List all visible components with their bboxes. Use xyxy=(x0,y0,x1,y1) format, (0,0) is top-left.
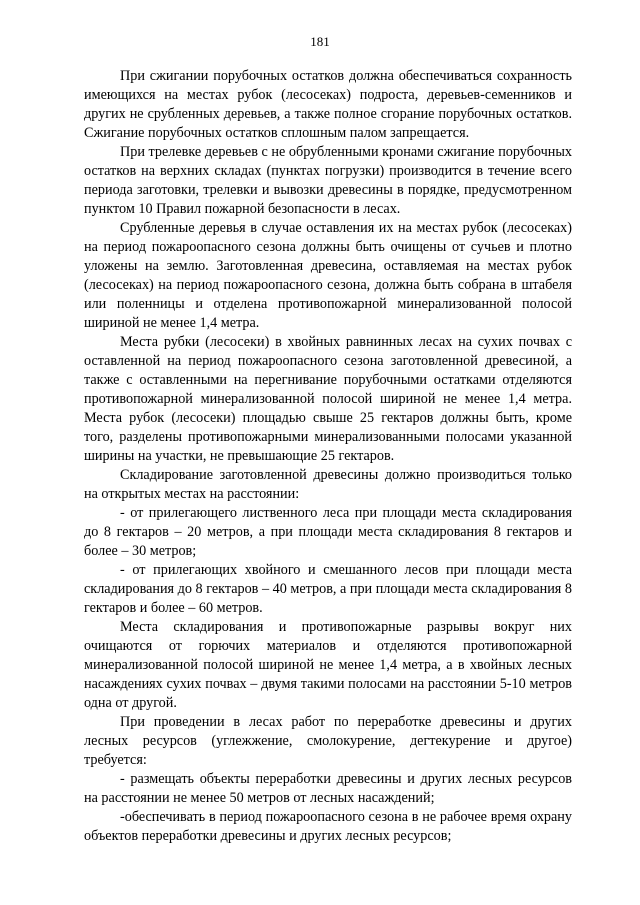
paragraph-felled-trees: Срубленные деревья в случае оставления их на местах рубок (лесосеках) на период пожароопасного сезона должны быть очищены от сучьев и плотно уложены на землю. Заготовленная древесина, оставляемая на местах рубок (лесосеках) на период пожароопасного сезона, должна быть собрана в штабеля или поленницы и отделена противопожарной минерализованной полосой шириной не менее 1,4 метра. xyxy=(84,220,572,331)
body-text xyxy=(84,67,572,846)
list-item-processing-placement: - размещать объекты переработки древесины и других лесных ресурсов на расстоянии не менее 50 метров от лесных насаждений; xyxy=(84,771,572,806)
paragraph-conifer-felling-sites: Места рубки (лесосеки) в хвойных равнинных лесах на сухих почвах с оставленной на период пожароопасного сезона заготовленной древесиной, а также с оставленными на перегнивание порубочными остатками отделяются противопожарной минерализованной полосой шириной не менее 1,4 метра. Места рубок (лесосеки) площадью свыше 25 гектаров должны быть, кроме того, разделены противопожарными минерализованными полосами указанной ширины на участки, не превышающие 25 гектаров. xyxy=(84,334,572,464)
paragraph-storage-intro: Складирование заготовленной древесины должно производиться только на открытых местах на расстоянии: xyxy=(84,467,572,502)
list-item-conifer-distance: - от прилегающих хвойного и смешанного лесов при площади места складирования до 8 гектаров – 40 метров, а при площади места складирования 8 гектаров и более – 60 метров. xyxy=(84,562,572,616)
paragraph-storage-clearing: Места складирования и противопожарные разрывы вокруг них очищаются от горючих материалов и отделяются противопожарной минерализованной полосой шириной не менее 1,4 метра, а в хвойных лесных насаждениях сухих почвах – двумя такими полосами на расстоянии 5-10 метров одна от другой. xyxy=(84,619,572,711)
paragraph-skidding-burning: При трелевке деревьев с не обрубленными кронами сжигание порубочных остатков на верхних складах (пунктах погрузки) производится в течение всего периода заготовки, трелевки и вывозки древесины в порядке, предусмотренном пунктом 10 Правил пожарной безопасности в лесах. xyxy=(84,144,572,217)
page-number: 181 xyxy=(310,34,330,49)
paragraph-burning-residues: При сжигании порубочных остатков должна обеспечиваться сохранность имеющихся на местах рубок (лесосеках) подроста, деревьев-семенников и других не срубленных деревьев, а также полное сгорание порубочных остатков. Сжигание порубочных остатков сплошным палом запрещается. xyxy=(84,68,572,141)
list-item-deciduous-distance: - от прилегающего лиственного леса при площади места складирования до 8 гектаров – 20 метров, а при площади места складирования 8 гектаров и более – 30 метров; xyxy=(84,505,572,559)
list-item-processing-guarding: -обеспечивать в период пожароопасного сезона в не рабочее время охрану объектов переработки древесины и других лесных ресурсов; xyxy=(84,809,572,844)
paragraph-processing-intro: При проведении в лесах работ по переработке древесины и других лесных ресурсов (углежжение, смолокурение, дегтекурение и другое) требуется: xyxy=(84,714,572,768)
